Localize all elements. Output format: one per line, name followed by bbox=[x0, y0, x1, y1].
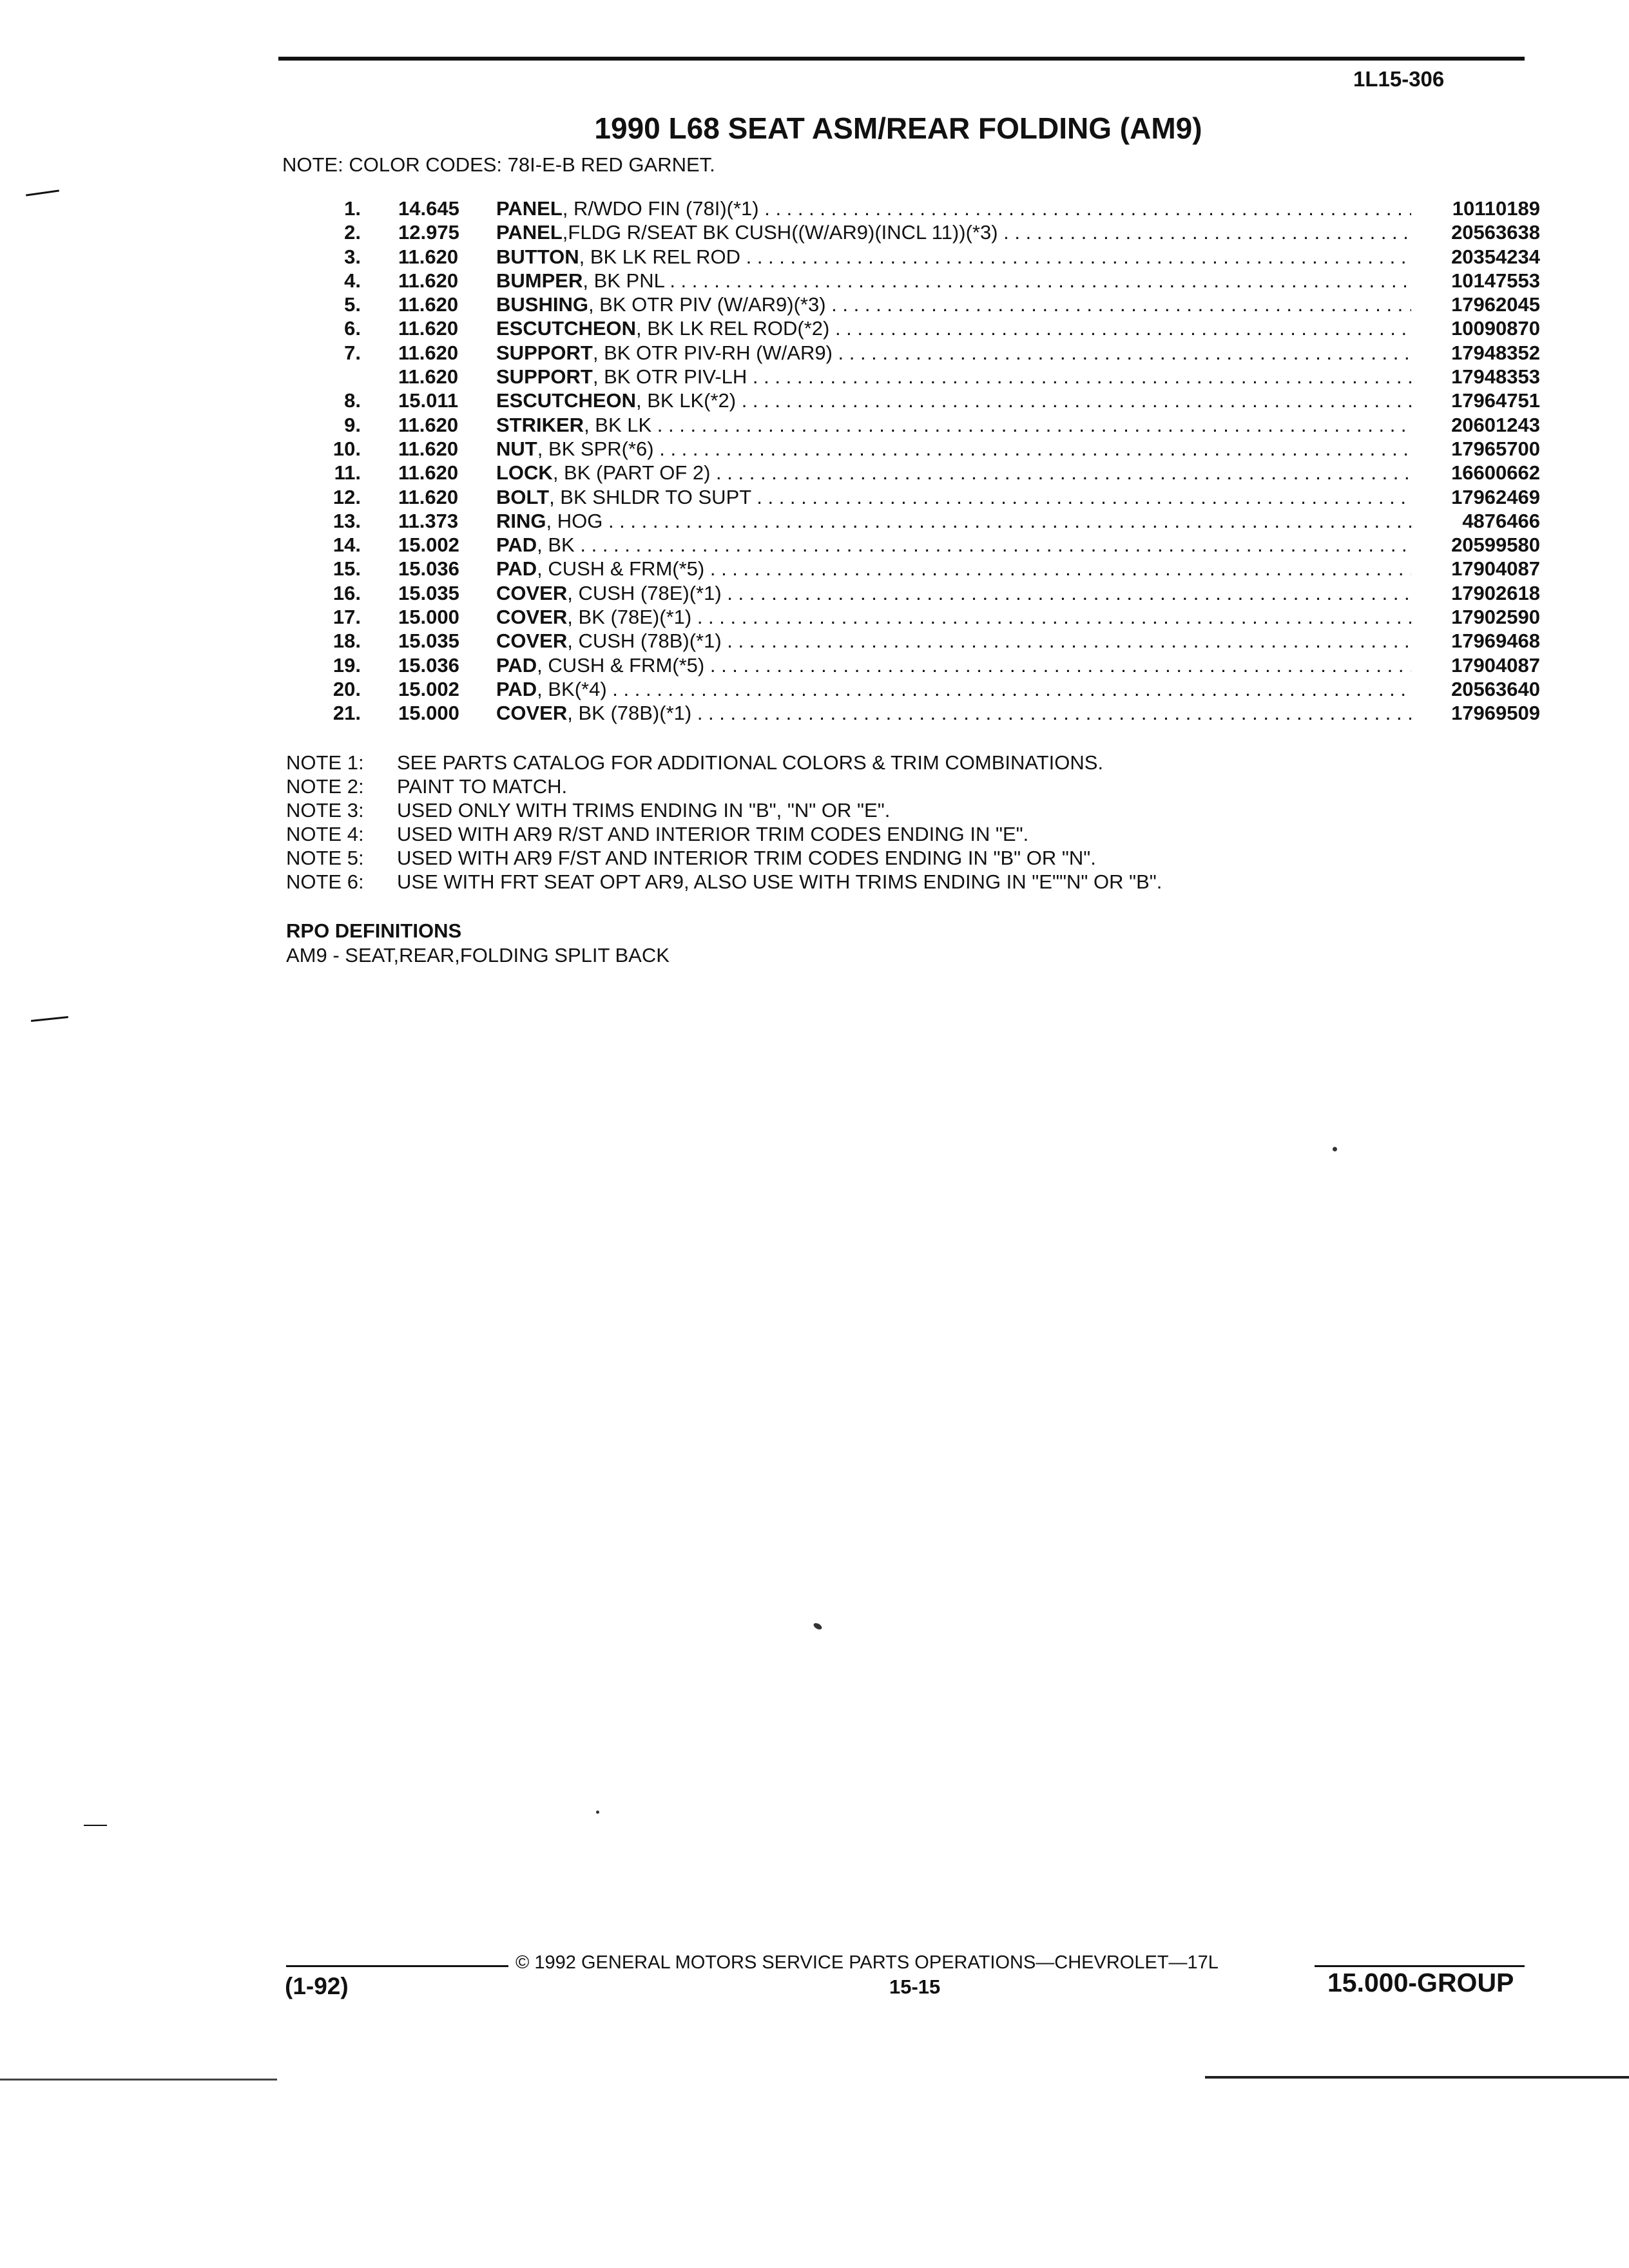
note-label: NOTE 1: bbox=[286, 751, 364, 774]
part-id: 20563638 bbox=[1411, 220, 1540, 244]
part-detail: , BK (78B)(*1) bbox=[567, 702, 692, 725]
part-row bbox=[303, 389, 1540, 412]
part-id: 17902618 bbox=[1411, 581, 1540, 605]
part-row bbox=[303, 413, 1540, 437]
part-id: 4876466 bbox=[1411, 509, 1540, 533]
part-detail: , BK(*4) bbox=[537, 677, 607, 700]
part-name: RING bbox=[496, 509, 546, 532]
note-text: USE WITH FRT SEAT OPT AR9, ALSO USE WITH TRIMS ENDING IN "E""N" OR "B". bbox=[397, 870, 1162, 893]
part-detail: ,FLDG R/SEAT BK CUSH((W/AR9)(INCL 11))(*3) bbox=[562, 221, 998, 244]
part-number: 3. bbox=[344, 245, 361, 268]
part-description bbox=[496, 245, 1437, 269]
part-id: 10090870 bbox=[1411, 316, 1540, 340]
note-row bbox=[286, 870, 1162, 894]
part-id: 17904087 bbox=[1411, 653, 1540, 677]
part-id: 10110189 bbox=[1411, 197, 1540, 220]
part-detail: , BK LK bbox=[584, 413, 652, 436]
part-row bbox=[303, 269, 1540, 293]
part-code: 11.620 bbox=[398, 269, 459, 292]
part-description bbox=[496, 605, 1437, 629]
part-row bbox=[303, 365, 1540, 389]
note-label: NOTE 2: bbox=[286, 775, 364, 798]
part-code: 15.011 bbox=[398, 389, 459, 412]
part-number: 5. bbox=[344, 293, 361, 316]
part-number: 13. bbox=[333, 509, 361, 532]
part-description bbox=[496, 316, 1437, 340]
part-number: 2. bbox=[344, 221, 361, 244]
part-name: PANEL bbox=[496, 221, 563, 244]
part-id: 17962469 bbox=[1411, 485, 1540, 509]
part-description bbox=[496, 413, 1437, 437]
part-code: 11.620 bbox=[398, 437, 459, 460]
note-row bbox=[286, 751, 1162, 774]
part-number: 6. bbox=[344, 317, 361, 340]
footer-group: 15.000-GROUP bbox=[1327, 1968, 1514, 1997]
part-detail: , BK LK REL ROD(*2) bbox=[636, 317, 830, 340]
part-detail: , BK LK REL ROD bbox=[579, 245, 740, 268]
part-code: 11.620 bbox=[398, 461, 459, 485]
part-row bbox=[303, 245, 1540, 269]
margin-mark bbox=[84, 1825, 107, 1826]
part-id: 20601243 bbox=[1411, 413, 1540, 437]
part-id: 17904087 bbox=[1411, 557, 1540, 581]
part-description bbox=[496, 461, 1437, 485]
page-code: 1L15-306 bbox=[1353, 67, 1445, 91]
part-id: 17902590 bbox=[1411, 605, 1540, 629]
note-text: PAINT TO MATCH. bbox=[397, 775, 568, 798]
part-code: 11.620 bbox=[398, 293, 459, 316]
part-row bbox=[303, 701, 1540, 725]
part-code: 11.373 bbox=[398, 509, 459, 532]
scan-speck bbox=[813, 1622, 823, 1631]
part-code: 12.975 bbox=[398, 221, 459, 244]
part-code: 11.620 bbox=[398, 317, 459, 340]
color-note: NOTE: COLOR CODES: 78I-E-B RED GARNET. bbox=[282, 153, 715, 176]
part-name: BUSHING bbox=[496, 293, 588, 316]
rpo-definition: AM9 - SEAT,REAR,FOLDING SPLIT BACK bbox=[286, 944, 670, 966]
part-id: 17948353 bbox=[1411, 365, 1540, 389]
part-number: 16. bbox=[333, 581, 361, 604]
part-code: 11.620 bbox=[398, 365, 459, 389]
part-detail: , R/WDO FIN (78I)(*1) bbox=[562, 197, 759, 220]
part-code: 15.036 bbox=[398, 557, 459, 581]
footer-rule-left bbox=[286, 1965, 508, 1967]
note-label: NOTE 5: bbox=[286, 847, 364, 869]
part-detail: , BK bbox=[537, 533, 575, 557]
part-number: 19. bbox=[333, 653, 361, 677]
part-name: BUTTON bbox=[496, 245, 579, 268]
part-code: 15.002 bbox=[398, 677, 459, 700]
part-description bbox=[496, 533, 1437, 557]
part-number: 15. bbox=[333, 557, 361, 581]
part-description bbox=[496, 269, 1437, 293]
part-name: SUPPORT bbox=[496, 341, 593, 364]
part-name: PAD bbox=[496, 653, 537, 677]
margin-mark bbox=[31, 1016, 68, 1022]
part-name: ESCUTCHEON bbox=[496, 317, 637, 340]
note-row bbox=[286, 774, 1162, 798]
part-row bbox=[303, 293, 1540, 316]
part-description bbox=[496, 437, 1437, 461]
part-name: STRIKER bbox=[496, 413, 584, 436]
part-row bbox=[303, 533, 1540, 557]
part-number: 18. bbox=[333, 629, 361, 653]
part-detail: , BK OTR PIV (W/AR9)(*3) bbox=[588, 293, 826, 316]
part-name: BUMPER bbox=[496, 269, 583, 292]
part-id: 16600662 bbox=[1411, 461, 1540, 485]
part-detail: , BK (78E)(*1) bbox=[567, 606, 692, 629]
part-id: 17948352 bbox=[1411, 341, 1540, 365]
part-row bbox=[303, 220, 1540, 244]
part-row bbox=[303, 437, 1540, 461]
notes-list bbox=[286, 751, 1162, 894]
part-id: 20599580 bbox=[1411, 533, 1540, 557]
part-row bbox=[303, 605, 1540, 629]
scan-edge-right bbox=[1205, 2076, 1629, 2079]
part-row bbox=[303, 485, 1540, 509]
note-row bbox=[286, 846, 1162, 870]
part-description bbox=[496, 341, 1437, 365]
part-id: 20354234 bbox=[1411, 245, 1540, 269]
part-description bbox=[496, 220, 1437, 244]
part-detail: , BK SPR(*6) bbox=[537, 437, 654, 460]
part-name: COVER bbox=[496, 702, 568, 725]
part-code: 15.002 bbox=[398, 533, 459, 557]
part-id: 17965700 bbox=[1411, 437, 1540, 461]
note-label: NOTE 3: bbox=[286, 799, 364, 822]
part-row bbox=[303, 653, 1540, 677]
part-row bbox=[303, 509, 1540, 533]
part-description bbox=[496, 389, 1437, 412]
part-id: 17964751 bbox=[1411, 389, 1540, 412]
part-description bbox=[496, 557, 1437, 581]
part-row bbox=[303, 461, 1540, 485]
footer-page-number: 15-15 bbox=[889, 1975, 941, 1998]
part-description bbox=[496, 701, 1437, 725]
part-detail: , CUSH (78B)(*1) bbox=[567, 629, 722, 653]
part-number: 20. bbox=[333, 677, 361, 700]
part-name: BOLT bbox=[496, 485, 550, 508]
scan-edge-left bbox=[0, 2079, 277, 2081]
part-detail: , CUSH & FRM(*5) bbox=[537, 653, 705, 677]
part-detail: , BK OTR PIV-RH (W/AR9) bbox=[592, 341, 833, 364]
part-code: 11.620 bbox=[398, 413, 459, 436]
note-row bbox=[286, 798, 1162, 822]
note-label: NOTE 6: bbox=[286, 870, 364, 893]
part-detail: , HOG bbox=[546, 509, 603, 532]
part-number: 10. bbox=[333, 437, 361, 460]
part-number: 8. bbox=[344, 389, 361, 412]
part-code: 15.035 bbox=[398, 629, 459, 653]
part-description bbox=[496, 509, 1437, 533]
part-name: SUPPORT bbox=[496, 365, 593, 389]
part-description bbox=[496, 677, 1437, 701]
copyright-line: © 1992 GENERAL MOTORS SERVICE PARTS OPERATIONS—CHEVROLET—17L bbox=[516, 1952, 1219, 1973]
page-title: 1990 L68 SEAT ASM/REAR FOLDING (AM9) bbox=[594, 111, 1202, 145]
part-number: 7. bbox=[344, 341, 361, 364]
part-detail: , CUSH & FRM(*5) bbox=[537, 557, 705, 581]
note-text: USED WITH AR9 F/ST AND INTERIOR TRIM CODES ENDING IN "B" OR "N". bbox=[397, 847, 1096, 869]
part-row bbox=[303, 677, 1540, 701]
part-name: PAD bbox=[496, 557, 537, 581]
part-detail: , BK LK(*2) bbox=[636, 389, 737, 412]
part-description bbox=[496, 197, 1437, 220]
part-detail: , BK PNL bbox=[583, 269, 664, 292]
part-name: PANEL bbox=[496, 197, 563, 220]
part-row bbox=[303, 629, 1540, 653]
part-id: 20563640 bbox=[1411, 677, 1540, 701]
part-id: 17962045 bbox=[1411, 293, 1540, 316]
part-detail: , BK (PART OF 2) bbox=[552, 461, 711, 485]
part-name: ESCUTCHEON bbox=[496, 389, 637, 412]
part-code: 11.620 bbox=[398, 245, 459, 268]
part-id: 17969468 bbox=[1411, 629, 1540, 653]
margin-mark bbox=[26, 189, 59, 196]
part-name: PAD bbox=[496, 677, 537, 700]
header-rule bbox=[278, 57, 1525, 61]
part-row bbox=[303, 341, 1540, 365]
part-id: 10147553 bbox=[1411, 269, 1540, 293]
part-number: 21. bbox=[333, 702, 361, 725]
part-name: NUT bbox=[496, 437, 537, 460]
part-number: 12. bbox=[333, 485, 361, 508]
note-label: NOTE 4: bbox=[286, 823, 364, 845]
part-number: 17. bbox=[333, 606, 361, 629]
part-number: 1. bbox=[344, 197, 361, 220]
part-description bbox=[496, 653, 1437, 677]
part-name: COVER bbox=[496, 581, 568, 604]
part-code: 14.645 bbox=[398, 197, 459, 220]
note-row bbox=[286, 822, 1162, 846]
part-detail: , BK SHLDR TO SUPT bbox=[549, 485, 751, 508]
part-row bbox=[303, 316, 1540, 340]
scan-speck bbox=[596, 1811, 599, 1814]
part-code: 11.620 bbox=[398, 485, 459, 508]
footer-date: (1-92) bbox=[285, 1973, 349, 1999]
part-description bbox=[496, 485, 1437, 509]
part-name: COVER bbox=[496, 606, 568, 629]
part-description bbox=[496, 365, 1437, 389]
rpo-heading: RPO DEFINITIONS bbox=[286, 919, 462, 942]
part-code: 15.000 bbox=[398, 606, 459, 629]
note-text: USED ONLY WITH TRIMS ENDING IN "B", "N" OR "E". bbox=[397, 799, 891, 822]
part-detail: , BK OTR PIV-LH bbox=[592, 365, 747, 389]
part-row bbox=[303, 197, 1540, 220]
note-text: USED WITH AR9 R/ST AND INTERIOR TRIM CODES ENDING IN "E". bbox=[397, 823, 1029, 845]
part-number: 9. bbox=[344, 413, 361, 436]
parts-list bbox=[303, 197, 1540, 726]
note-text: SEE PARTS CATALOG FOR ADDITIONAL COLORS & TRIM COMBINATIONS. bbox=[397, 751, 1104, 774]
part-number: 4. bbox=[344, 269, 361, 292]
footer-rule-right bbox=[1315, 1965, 1525, 1967]
part-row bbox=[303, 557, 1540, 581]
part-code: 15.035 bbox=[398, 581, 459, 604]
part-description bbox=[496, 293, 1437, 316]
part-name: PAD bbox=[496, 533, 537, 557]
part-number: 14. bbox=[333, 533, 361, 557]
part-code: 15.036 bbox=[398, 653, 459, 677]
part-name: LOCK bbox=[496, 461, 553, 485]
scan-speck bbox=[1333, 1147, 1337, 1151]
part-number: 11. bbox=[334, 461, 361, 485]
part-name: COVER bbox=[496, 629, 568, 653]
part-code: 15.000 bbox=[398, 702, 459, 725]
part-description bbox=[496, 581, 1437, 605]
part-id: 17969509 bbox=[1411, 701, 1540, 725]
part-row bbox=[303, 581, 1540, 605]
part-code: 11.620 bbox=[398, 341, 459, 364]
part-detail: , CUSH (78E)(*1) bbox=[567, 581, 722, 604]
part-description bbox=[496, 629, 1437, 653]
